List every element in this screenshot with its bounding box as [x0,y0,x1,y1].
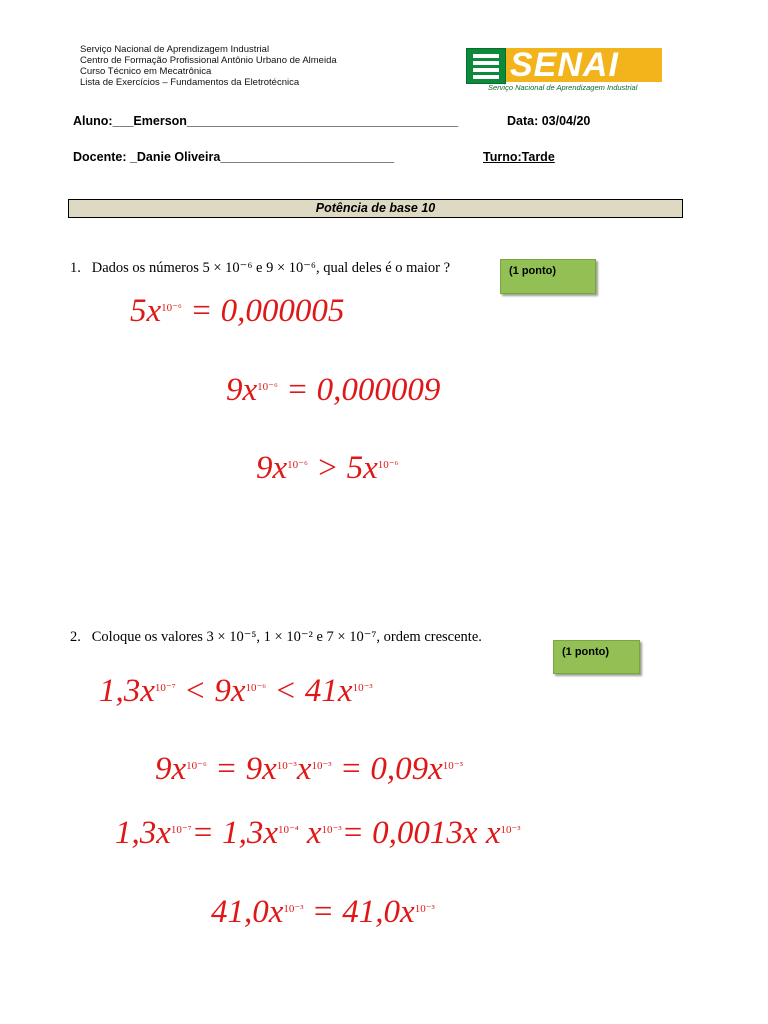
answer2-line4-part2: = 41,0x [303,894,415,930]
header-line-course: Curso Técnico em Mecatrônica [80,66,212,77]
answer1-line1-base: 5x [130,293,162,329]
answer1-line1-result: = 0,000005 [181,293,345,329]
answer2-line1-part1: 1,3x [99,673,155,709]
logo-tagline: Serviço Nacional de Aprendizagem Industrial [488,83,638,92]
answer1-line3-base: 9x [256,450,288,486]
answer2-line2-exp4: 10⁻³ [442,760,463,772]
question-2 [70,629,482,646]
student-value: ___Emerson_______________________________________ [112,114,459,128]
question-2-points-badge: (1 ponto) [553,640,640,674]
answer2-line2-part4: = 0,09x [331,751,443,787]
answer2-line2-part2: = 9x [206,751,277,787]
answer1-line2-base: 9x [226,372,258,408]
answer2-line2 [155,748,463,787]
header-line-institution: Serviço Nacional de Aprendizagem Industrial [80,44,270,55]
answer2-line2-exp1: 10⁻⁶ [186,760,207,772]
answer2-line2-exp2: 10⁻³ [276,760,297,772]
answer1-line1-exp: 10⁻⁶ [161,302,182,314]
answer2-line3 [115,812,521,851]
answer2-line1-exp2: 10⁻⁶ [245,682,267,694]
answer2-line4-part1: 41,0x [211,894,284,930]
answer2-line1-part3: < 41x [266,673,353,709]
section-title: Potência de base 10 [68,199,683,218]
answer1-line3 [256,447,398,486]
answer1-line1 [130,290,344,329]
answer2-line3-part2: = 1,3x [191,815,278,851]
logo-word: SENAI [510,46,619,84]
shift-label: Turno: [483,150,522,164]
student-field [73,114,458,128]
senai-logo [466,46,662,94]
answer2-line2-part3: x [296,751,312,787]
header-line-list: Lista de Exercícios – Fundamentos da Eletrotécnica [80,77,300,88]
answer1-line3-exp: 10⁻⁶ [287,459,308,471]
answer1-line2 [226,369,440,408]
answer1-line3-compare: > 5x [307,450,378,486]
answer2-line3-exp3: 10⁻³ [321,824,342,836]
answer2-line4-exp2: 10⁻³ [414,903,435,915]
student-label: Aluno: [73,114,113,128]
date-field: Data: 03/04/20 [507,114,591,128]
question-1-points-badge: (1 ponto) [500,259,596,294]
question-1 [70,260,450,277]
answer2-line2-exp3: 10⁻³ [311,760,332,772]
institution-header [80,44,337,88]
answer2-line3-part3: x [298,815,322,851]
answer2-line2-part1: 9x [155,751,187,787]
answer2-line3-exp4: 10⁻³ [500,824,521,836]
question-2-number: 2. [70,629,81,645]
answer1-line3-exp2: 10⁻⁶ [377,459,399,471]
question-2-text: Coloque os valores 3 × 10⁻⁵, 1 × 10⁻² e 7 × 10⁻⁷, ordem crescente. [91,629,482,645]
answer2-line3-part4: = 0,0013x x [341,815,501,851]
answer2-line1 [99,670,373,709]
answer2-line1-part2: < 9x [175,673,246,709]
answer2-line3-part1: 1,3x [115,815,171,851]
question-1-text: Dados os números 5 × 10⁻⁶ e 9 × 10⁻⁶, qual deles é o maior ? [91,260,451,276]
answer1-line2-exp: 10⁻⁶ [257,381,278,393]
shift-value: Tarde [521,150,555,164]
answer2-line1-exp1: 10⁻⁷ [154,682,176,694]
teacher-field: Docente: _Danie Oliveira_________________________ [73,150,395,164]
answer1-line2-result: = 0,000009 [277,372,441,408]
header-line-center: Centro de Formação Profissional Antônio Urbano de Almeida [80,55,337,66]
answer2-line4-exp1: 10⁻³ [283,903,304,915]
question-1-number: 1. [70,260,81,276]
answer2-line4 [211,891,435,930]
answer2-line3-exp2: 10⁻⁴ [277,824,299,836]
shift-field [483,150,555,164]
answer2-line3-exp1: 10⁻⁷ [170,824,192,836]
answer2-line1-exp3: 10⁻³ [352,682,373,694]
logo-emblem [466,48,506,84]
